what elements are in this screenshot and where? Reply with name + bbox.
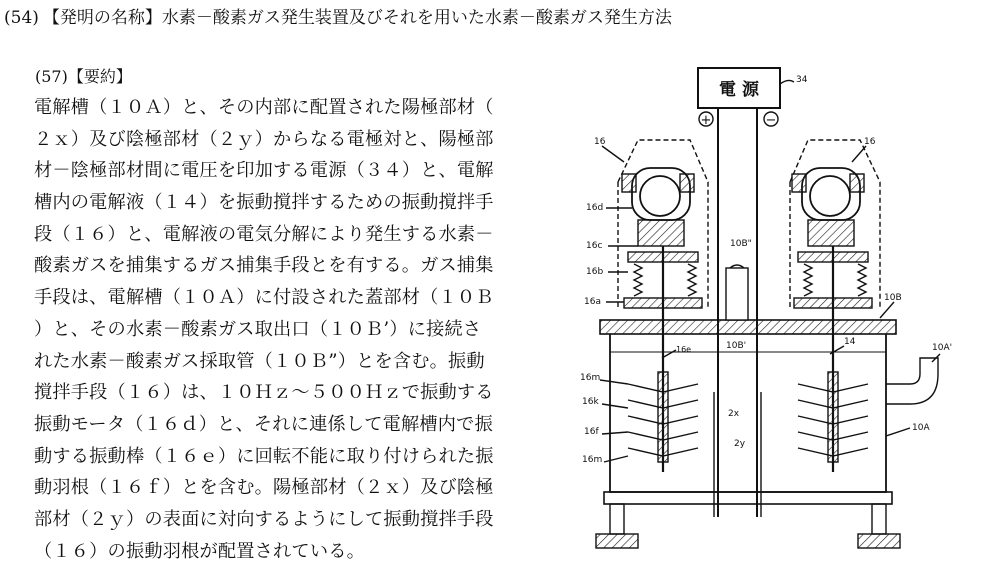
tank-outlet	[886, 358, 938, 404]
label-2x: 2x	[728, 409, 740, 419]
label-16-left: 16	[594, 137, 606, 147]
label-16c: 16c	[586, 241, 603, 251]
label-16m-bottom: 16m	[582, 455, 603, 465]
left-motor-mount	[638, 220, 684, 246]
power-supply-label: 電 源	[719, 80, 759, 100]
abstract-label: 【要約】	[67, 67, 132, 86]
label-14: 14	[844, 337, 856, 347]
label-10B: 10B	[884, 293, 902, 303]
abstract-line: （１６）の振動羽根が配置されている。	[34, 540, 365, 562]
abstract-line: 電解槽（１０Ａ）と、その内部に配置された陽極部材（	[34, 97, 494, 118]
left-foot	[596, 534, 638, 548]
right-motor-mount	[808, 220, 854, 246]
abstract-line: ２ｘ）及び陰極部材（２ｙ）からなる電極対と、陽極部	[34, 128, 494, 150]
stand-frame	[604, 492, 892, 504]
abstract-line: 酸素ガスを捕集するガス捕集手段とを有する。ガス捕集	[34, 255, 494, 277]
abstract-line: 段（１６）と、電解液の電気分解により発生する水素－	[34, 223, 494, 245]
plus-label: +	[700, 113, 712, 128]
abstract-line: ）と、その水素－酸素ガス取出口（１０Ｂ’）に接続さ	[34, 318, 482, 340]
label-16e: 16e	[676, 345, 692, 354]
label-10B-single: 10B'	[726, 341, 747, 351]
label-16a: 16a	[584, 297, 601, 307]
label-16k: 16k	[582, 397, 599, 407]
abstract-heading	[35, 66, 132, 88]
abstract-line: れた水素－酸素ガス採取管（１０Ｂ”）とを含む。振動	[34, 350, 485, 372]
minus-label: −	[765, 113, 777, 128]
left-spring	[634, 264, 642, 296]
label-16-right: 16	[864, 137, 876, 147]
invention-title	[4, 6, 984, 30]
abstract-line: 手段は、電解槽（１０Ａ）に付設された蓋部材（１０Ｂ	[34, 287, 494, 309]
abstract-line: 部材（２ｙ）の表面に対向するようにして振動撹拌手段	[34, 508, 494, 530]
right-blades	[798, 372, 868, 462]
label-16d: 16d	[586, 203, 604, 213]
label-10A-prime: 10A'	[932, 343, 953, 353]
gas-collection-pipe	[726, 268, 748, 320]
title-number: (54)	[4, 8, 39, 28]
abstract-line: 動する振動棒（１６ｅ）に回転不能に取り付けられた振	[34, 445, 494, 467]
abstract-line: 材－陰極部材間に電圧を印加する電源（３４）と、電解	[34, 160, 494, 182]
apparatus-drawing	[580, 62, 990, 560]
lid	[600, 320, 896, 334]
abstract-number: (57)	[35, 67, 68, 86]
label-10B-double: 10B"	[730, 239, 752, 249]
label-2y: 2y	[734, 439, 746, 449]
right-foot	[858, 534, 900, 548]
left-blades	[628, 372, 698, 462]
label-16f: 16f	[584, 427, 599, 437]
label-16m-top: 16m	[580, 373, 601, 383]
label-34: 34	[796, 75, 808, 85]
title-heading: 【発明の名称】水素－酸素ガス発生装置及びそれを用いた水素－酸素ガス発生方法	[42, 8, 672, 28]
right-spring	[804, 264, 812, 296]
apparatus-figure	[580, 62, 990, 560]
abstract-body	[34, 92, 564, 567]
abstract-line: 動羽根（１６ｆ）とを含む。陽極部材（２ｘ）及び陰極	[34, 477, 494, 499]
abstract-line: 撹拌手段（１６）は、１０Ｈｚ～５００Ｈｚで振動する	[34, 382, 494, 404]
abstract-line: 槽内の電解液（１４）を振動撹拌するための振動撹拌手	[34, 192, 494, 214]
electrolytic-tank	[610, 334, 886, 492]
label-16b: 16b	[586, 267, 604, 277]
abstract-line: 振動モータ（１６ｄ）と、それに連係して電解槽内で振	[34, 413, 493, 435]
label-10A: 10A	[912, 423, 930, 433]
